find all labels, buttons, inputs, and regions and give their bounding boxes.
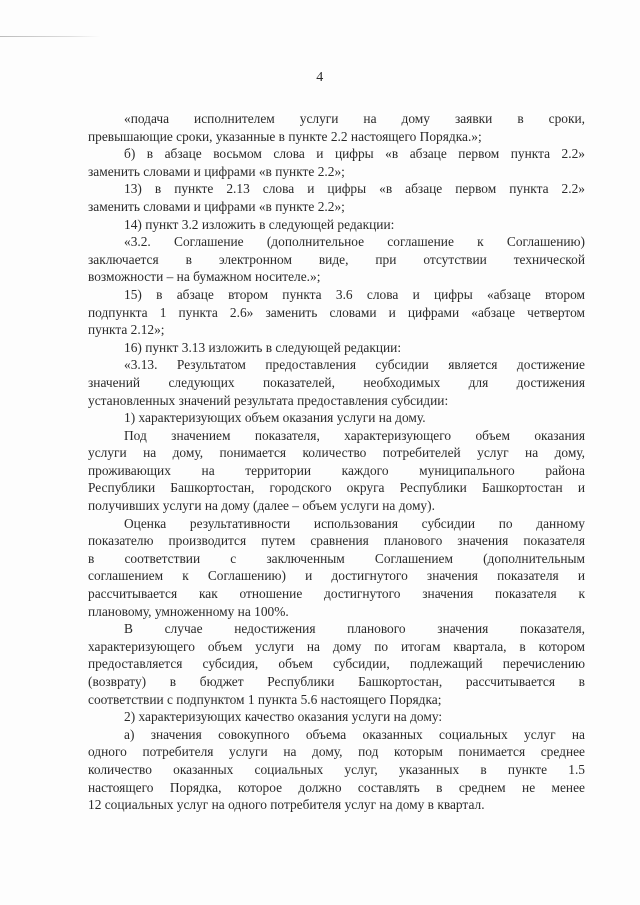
text-line: Под значением показателя, характеризующего объем оказания (124, 427, 585, 443)
text-line: заменить словами и цифрами «в пункте 2.2»; (88, 198, 345, 214)
text-line: «подача исполнителем услуги на дому заявки в сроки, (124, 111, 585, 126)
paragraph (88, 216, 585, 234)
text-line: заменить словами и цифрами «в пункте 2.2»; (88, 163, 345, 179)
text-line: «3.13. Результатом предоставления субсидии является достижение (124, 357, 585, 373)
text-line: настоящего Порядка, которое должно составлять в среднем не менее (88, 779, 585, 795)
paragraph (88, 180, 585, 215)
paragraph (88, 110, 585, 145)
text-line: превышающие сроки, указанные в пункте 2.2 настоящего Порядка.»; (88, 128, 482, 144)
text-line: Оценка результативности использования субсидии по данному (124, 515, 585, 531)
text-line: а) значения совокупного объема оказанных социальных услуг на (124, 726, 585, 742)
text-line: подпункта 1 пункта 2.6» заменить словами и цифрами «абзаце четвертом (88, 304, 585, 320)
paragraph (88, 515, 585, 621)
text-line: предоставляется субсидия, объем субсидии, подлежащий перечислению (88, 656, 585, 672)
text-line: получивших услуги на дому (далее – объем услуги на дому). (88, 498, 435, 514)
text-line: 14) пункт 3.2 изложить в следующей редакции: (124, 216, 395, 232)
text-line: плановому, умноженному на 100%. (88, 603, 289, 619)
text-line: одного потребителя услуги на дому, под которым понимается среднее (88, 744, 585, 760)
text-line: количество оказанных социальных услуг, указанных в пункте 1.5 (88, 761, 585, 777)
page-number: 4 (316, 70, 324, 85)
text-line: (возврату) в бюджет Республики Башкортостан, рассчитывается в (88, 674, 585, 689)
text-line: б) в абзаце восьмом слова и цифры «в абзаце первом пункта 2.2» (124, 146, 585, 162)
paragraph (88, 286, 585, 339)
text-line: установленных значений результата предоставления субсидии: (88, 392, 449, 408)
text-line: показателю производится путем сравнения планового значения показателя (88, 533, 585, 549)
text-line: соответствии с подпунктом 1 пункта 5.6 настоящего Порядка; (88, 691, 442, 707)
paragraph (88, 339, 585, 357)
text-line: В случае недостижения планового значения показателя, (124, 621, 585, 637)
paragraph (88, 356, 585, 409)
paragraph (88, 726, 585, 814)
text-line: 2) характеризующих качество оказания услуги на дому: (124, 709, 443, 725)
text-line: в соответствии с заключенным Соглашением (дополнительным (88, 550, 585, 566)
text-line: возможности – на бумажном носителе.»; (88, 269, 321, 285)
text-line: соглашением к Соглашению) и достигнутого значения показателя и (88, 568, 585, 584)
text-line: характеризующего объем услуги на дому по итогам квартала, в котором (88, 638, 585, 654)
paragraph (88, 409, 585, 427)
text-line: 13) в пункте 2.13 слова и цифры «в абзаце первом пункта 2.2» (124, 181, 585, 197)
scan-edge-line (0, 36, 100, 37)
text-line: услуги на дому, понимается количество потребителей услуг на дому, (88, 445, 585, 461)
paragraph (88, 620, 585, 708)
paragraph (88, 708, 585, 726)
text-line: 15) в абзаце втором пункта 3.6 слова и цифры «абзаце втором (124, 286, 585, 302)
text-line: пункта 2.12»; (88, 322, 165, 338)
document-body (88, 110, 585, 814)
text-line: значений следующих показателей, необходимых для достижения (88, 374, 585, 390)
text-line: Республики Башкортостан, городского округа Республики Башкортостан и (88, 480, 585, 496)
text-line: 12 социальных услуг на одного потребителя услуг на дому в квартал. (88, 797, 485, 813)
text-line: 1) характеризующих объем оказания услуги на дому. (124, 410, 426, 426)
text-line: рассчитывается как отношение достигнутого значения показателя к (88, 586, 585, 602)
text-line: проживающих на территории каждого муниципального района (88, 462, 585, 478)
paragraph (88, 145, 585, 180)
paragraph (88, 427, 585, 515)
text-line: 16) пункт 3.13 изложить в следующей редакции: (124, 339, 402, 355)
text-line: заключается в электронном виде, при отсутствии технической (88, 251, 585, 267)
text-line: «3.2. Соглашение (дополнительное соглашение к Соглашению) (124, 234, 585, 250)
paragraph (88, 233, 585, 286)
